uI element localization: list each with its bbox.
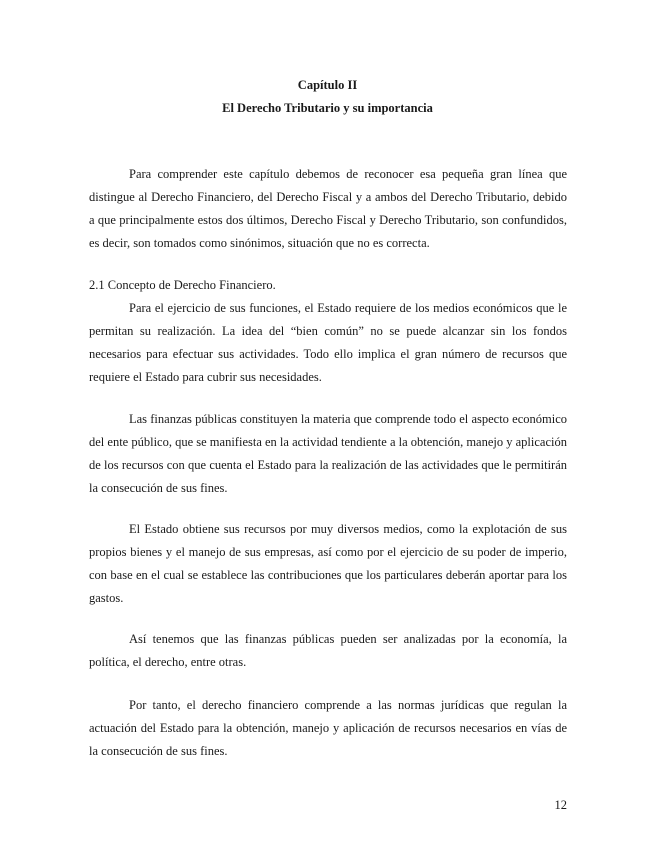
body-paragraph: Así tenemos que las finanzas públicas pueden ser analizadas por la economía, la política, el derecho, entre otras.: [89, 632, 567, 669]
body-paragraph: Para el ejercicio de sus funciones, el Estado requiere de los medios económicos que le permitan su realización. La idea del “bien común” no se puede alcanzar sin los fondos necesarios para efectuar sus actividades. Todo ello implica el gran número de recursos que requiere el Estado para cubrir sus necesidades.: [89, 301, 567, 384]
chapter-title: Capítulo II: [297, 78, 358, 92]
chapter-subtitle: El Derecho Tributario y su importancia: [222, 101, 433, 115]
body-paragraph: El Estado obtiene sus recursos por muy diversos medios, como la explotación de sus propios bienes y el manejo de sus empresas, así como por el ejercicio de su poder de imperio, con base en el cual se establece las contribuciones que los particulares deberán aportar para los gastos.: [89, 522, 567, 605]
page-number: 12: [554, 798, 567, 812]
intro-paragraph: Para comprender este capítulo debemos de reconocer esa pequeña gran línea que distingue al Derecho Financiero, del Derecho Fiscal y a ambos del Derecho Tributario, debido a que principalmente estos dos últimos, Derecho Fiscal y Derecho Tributario, son confundidos, es decir, son tomados como sinónimos, situación que no es correcta.: [89, 167, 567, 250]
section-heading: 2.1 Concepto de Derecho Financiero.: [89, 278, 276, 292]
body-paragraph: Por tanto, el derecho financiero comprende a las normas jurídicas que regulan la actuación del Estado para la obtención, manejo y aplicación de recursos necesarios en vías de la consecución de sus fines.: [89, 698, 567, 758]
body-paragraph: Las finanzas públicas constituyen la materia que comprende todo el aspecto económico del ente público, que se manifiesta en la actividad tendiente a la obtención, manejo y aplicación de los recursos con que cuenta el Estado para la realización de las actividades que le permitirán la consecución de sus fines.: [89, 412, 567, 495]
